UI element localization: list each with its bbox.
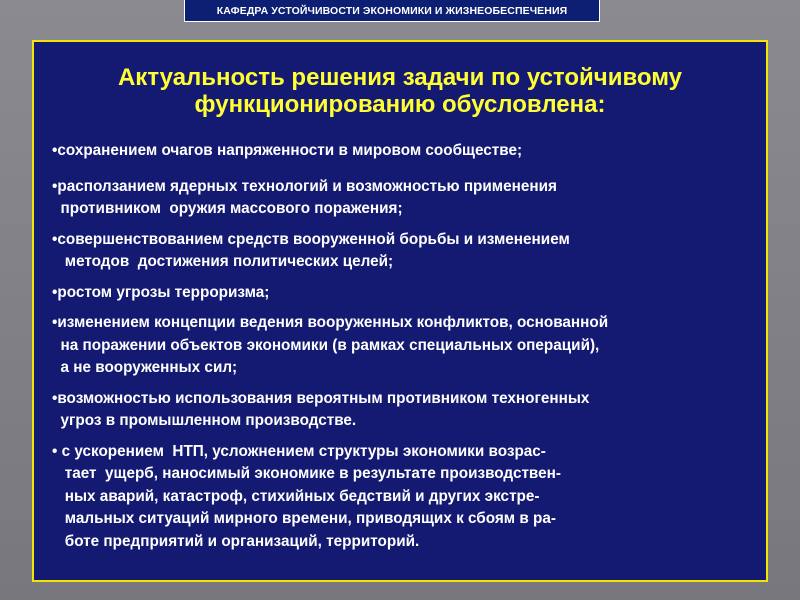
list-item-line: мальных ситуаций мирного времени, приводящих к сбоям в ра-: [52, 510, 556, 527]
list-item-line: •совершенствованием средств вооруженной борьбы и изменением: [52, 230, 570, 248]
slide-title: [34, 64, 766, 118]
slide-title-line: функционированию обусловлена:: [194, 91, 606, 118]
list-item: [52, 282, 752, 305]
list-item: [52, 229, 752, 274]
list-item-line: методов достижения политических целей;: [52, 253, 394, 270]
list-item-line: •расползанием ядерных технологий и возможностью применения: [52, 177, 557, 195]
list-item: [52, 176, 752, 221]
list-item-line: угроз в промышленном производстве.: [52, 412, 357, 429]
slide-title-line: Актуальность решения задачи по устойчивому: [117, 64, 683, 91]
list-item-line: тает ущерб, наносимый экономике в результате производствен-: [52, 465, 561, 482]
list-item: [52, 388, 752, 433]
department-name: КАФЕДРА УСТОЙЧИВОСТИ ЭКОНОМИКИ И ЖИЗНЕОБЕСПЕЧЕНИЯ: [216, 4, 568, 17]
list-item: [52, 441, 752, 554]
list-item-line: на поражении объектов экономики (в рамках специальных операций),: [52, 336, 600, 354]
list-item-line: боте предприятий и организаций, территорий.: [52, 532, 420, 550]
list-item-line: •изменением концепции ведения вооруженных конфликтов, основанной: [52, 314, 609, 331]
list-item-line: ных аварий, катастроф, стихийных бедствий и других экстре-: [52, 487, 540, 505]
list-item-line: •возможностью использования вероятным противником техногенных: [52, 389, 590, 407]
list-item: [52, 140, 752, 163]
list-item-line: •сохранением очагов напряженности в мировом сообществе;: [52, 142, 523, 159]
list-item-line: •ростом угрозы терроризма;: [52, 283, 270, 301]
content-panel: [32, 40, 768, 582]
list-item-line: • с ускорением НТП, усложнением структуры экономики возрас-: [52, 442, 546, 460]
department-header: [184, 0, 600, 22]
list-item-line: противником оружия массового поражения;: [52, 200, 403, 217]
list-item-line: а не вооруженных сил;: [52, 359, 238, 376]
list-item: [52, 312, 752, 380]
reasons-list: [52, 140, 752, 553]
